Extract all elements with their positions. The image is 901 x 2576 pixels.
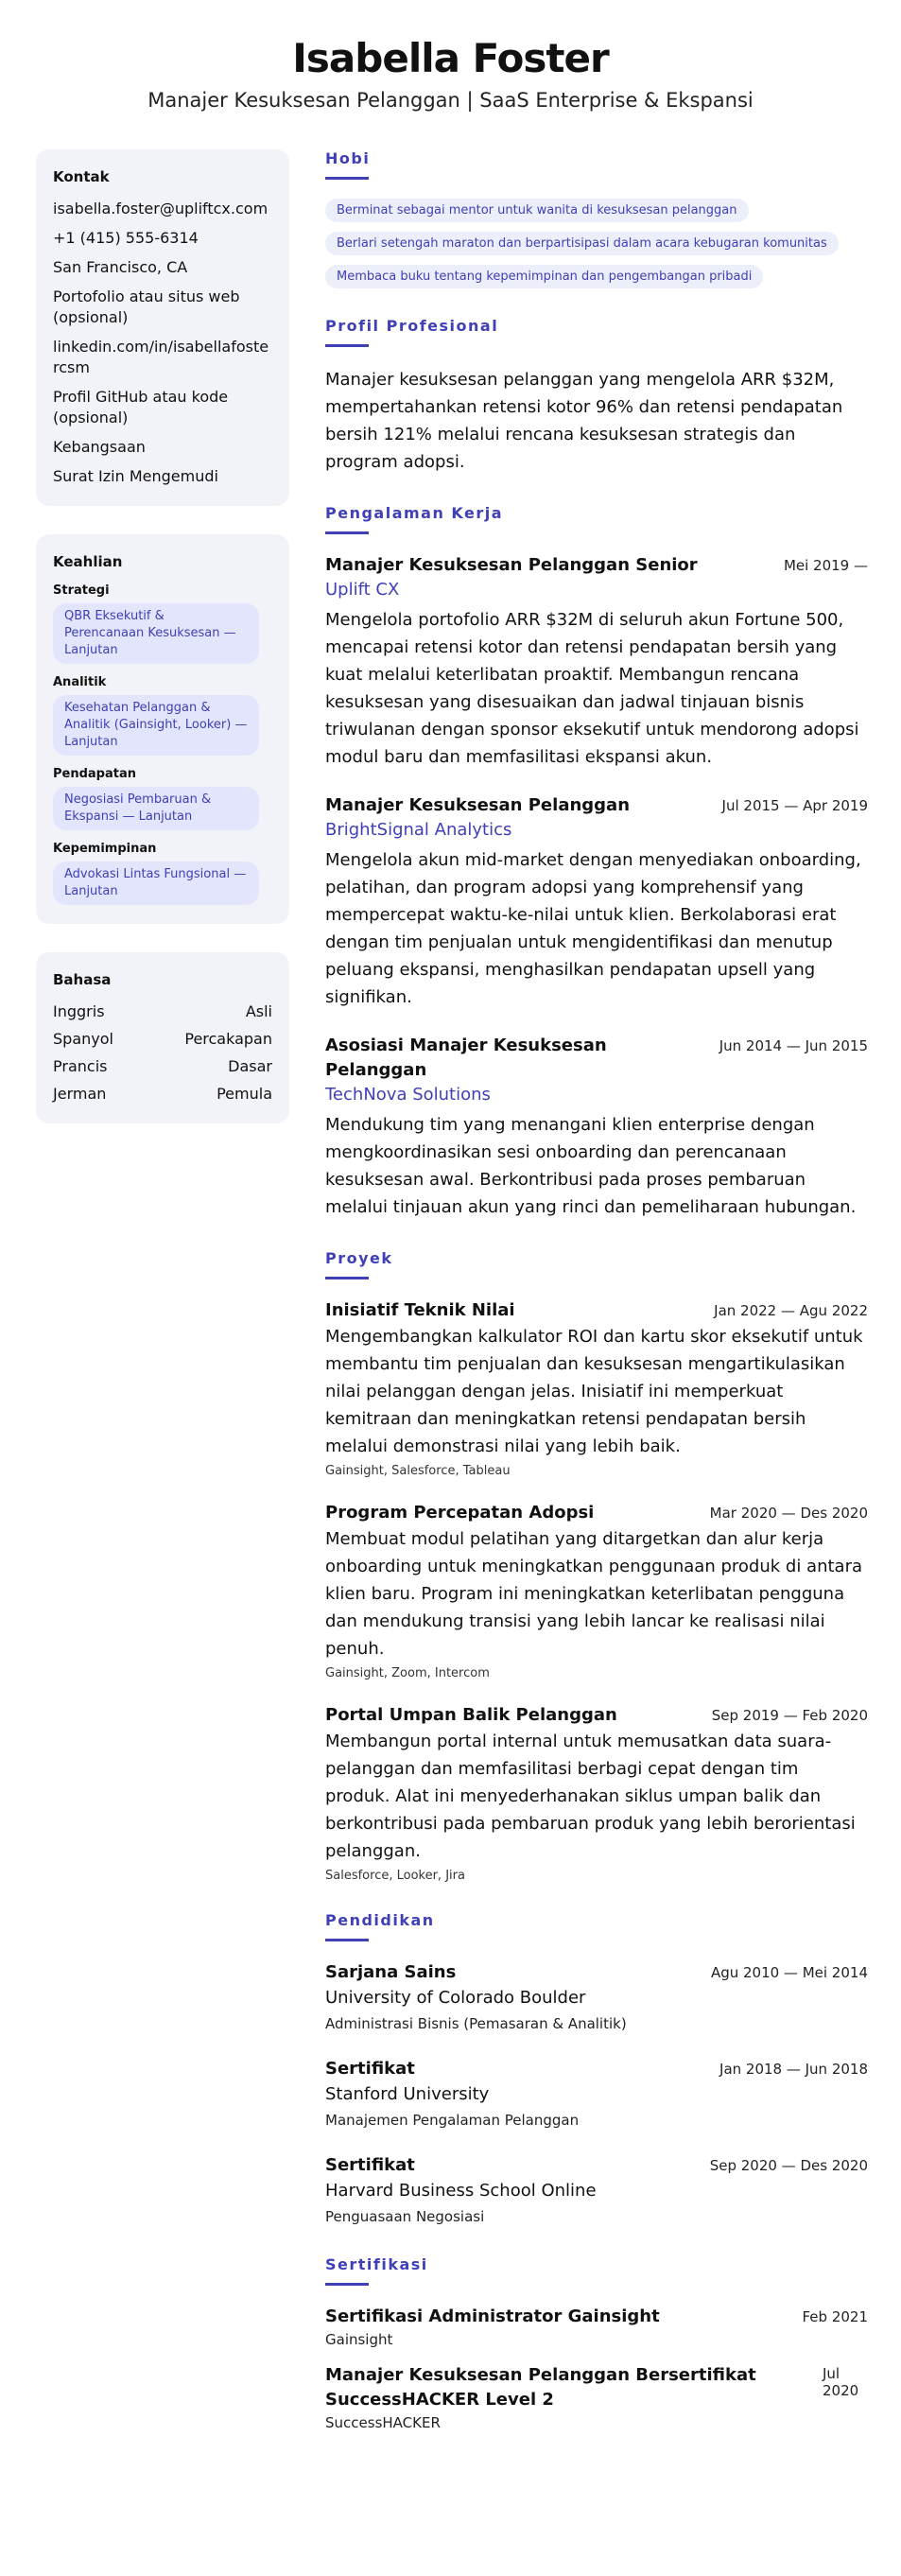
contact-email[interactable]: isabella.foster@upliftcx.com bbox=[53, 200, 269, 218]
language-level: Percakapan bbox=[184, 1030, 272, 1048]
project-tools: Gainsight, Zoom, Intercom bbox=[325, 1666, 490, 1680]
certification-name: Sertifikasi Administrator Gainsight bbox=[325, 2306, 660, 2326]
projects-section bbox=[325, 1249, 868, 1883]
skill-category: Kepemimpinan bbox=[53, 842, 157, 856]
contact-nationality: Kebangsaan bbox=[53, 438, 146, 456]
candidate-name: Isabella Foster bbox=[292, 35, 609, 81]
degree: Sarjana Sains bbox=[325, 1962, 457, 1982]
skill-pill: QBR Eksekutif & Perencanaan Kesuksesan — Lanjutan bbox=[53, 603, 259, 664]
contact-title: Kontak bbox=[53, 168, 110, 185]
project-tools: Gainsight, Salesforce, Tableau bbox=[325, 1464, 511, 1478]
contact-linkedin[interactable]: linkedin.com/in/isabellafostercsm bbox=[53, 338, 269, 376]
job-date: Mei 2019 — bbox=[783, 557, 868, 574]
project-description: Membuat modul pelatihan yang ditargetkan dan alur kerja onboarding untuk meningkatkan penggunaan produk di antara klien baru. Program ini meningkatkan keterlibatan pengguna dan mendukung transisi yang lebih lancar ke realisasi nilai penuh. bbox=[325, 1529, 862, 1659]
certification-date: Jul 2020 bbox=[823, 2365, 859, 2399]
education-date: Agu 2010 — Mei 2014 bbox=[710, 1964, 868, 1981]
contact-github[interactable]: Profil GitHub atau kode (opsional) bbox=[53, 388, 229, 426]
section-title-education: Pendidikan bbox=[325, 1911, 435, 1929]
field-of-study: Administrasi Bisnis (Pemasaran & Analitik) bbox=[325, 2015, 627, 2032]
language-row bbox=[53, 1029, 272, 1050]
education-entry bbox=[325, 2057, 868, 2131]
contact-license: Surat Izin Mengemudi bbox=[53, 467, 218, 485]
company-name: BrightSignal Analytics bbox=[325, 820, 512, 840]
project-date: Jan 2022 — Agu 2022 bbox=[714, 1302, 868, 1319]
section-title-hobbies: Hobi bbox=[325, 149, 371, 167]
education-date: Sep 2020 — Des 2020 bbox=[709, 2157, 868, 2174]
project-date: Sep 2019 — Feb 2020 bbox=[711, 1707, 868, 1724]
project-entry bbox=[325, 1703, 868, 1883]
profile-section bbox=[325, 317, 868, 476]
contact-phone[interactable]: +1 (415) 555-6314 bbox=[53, 229, 199, 247]
job-description: Mengelola akun mid-market dengan menyediakan onboarding, pelatihan, dan program adopsi yang komprehensif yang mempercepat waktu-ke-nilai untuk klien. Berkolaborasi erat dengan tim penjualan untuk mengidentifikasi dan menutup peluang ekspansi, menghasilkan pendapatan upsell yang signifikan. bbox=[325, 850, 861, 1007]
profile-summary: Manajer kesuksesan pelanggan yang mengelola ARR $32M, mempertahankan retensi kotor 96% dan retensi pendapatan bersih 121% melalui rencana kesuksesan strategis dan program adopsi. bbox=[325, 370, 843, 472]
section-divider bbox=[325, 344, 369, 347]
section-divider bbox=[325, 1277, 369, 1279]
language-row bbox=[53, 1084, 272, 1105]
project-entry bbox=[325, 1501, 868, 1680]
experience-section bbox=[325, 504, 868, 1221]
job-date: Jul 2015 — Apr 2019 bbox=[721, 797, 868, 814]
language-name: Prancis bbox=[53, 1057, 108, 1075]
education-date: Jan 2018 — Jun 2018 bbox=[719, 2061, 868, 2078]
main-content bbox=[325, 149, 868, 2462]
hobby-list bbox=[325, 199, 868, 288]
contact-location: San Francisco, CA bbox=[53, 258, 188, 276]
language-name: Inggris bbox=[53, 1002, 105, 1020]
hobbies-section bbox=[325, 149, 868, 288]
hobby-pill: Berlari setengah maraton dan berpartisipasi dalam acara kebugaran komunitas bbox=[325, 232, 839, 255]
contact-card bbox=[36, 149, 289, 506]
job-title: Manajer Kesuksesan Pelanggan bbox=[325, 795, 631, 815]
education-entry bbox=[325, 2153, 868, 2227]
candidate-headline: Manajer Kesuksesan Pelanggan | SaaS Enterprise & Ekspansi bbox=[147, 89, 754, 112]
section-divider bbox=[325, 177, 369, 180]
education-section bbox=[325, 1911, 868, 2227]
skill-pill: Advokasi Lintas Fungsional — Lanjutan bbox=[53, 862, 259, 905]
section-title-certifications: Sertifikasi bbox=[325, 2255, 428, 2273]
skill-group bbox=[53, 675, 272, 756]
skill-group bbox=[53, 583, 272, 664]
section-divider bbox=[325, 1939, 369, 1941]
experience-entry bbox=[325, 553, 868, 771]
certification-issuer: Gainsight bbox=[325, 2331, 393, 2348]
certification-issuer: SuccessHACKER bbox=[325, 2414, 441, 2431]
project-date: Mar 2020 — Des 2020 bbox=[709, 1505, 868, 1522]
skill-pill: Negosiasi Pembaruan & Ekspansi — Lanjutan bbox=[53, 787, 259, 830]
experience-entry bbox=[325, 1034, 868, 1221]
hobby-pill: Berminat sebagai mentor untuk wanita di kesuksesan pelanggan bbox=[325, 199, 749, 222]
project-name: Program Percepatan Adopsi bbox=[325, 1503, 595, 1523]
project-name: Inisiatif Teknik Nilai bbox=[325, 1300, 515, 1320]
section-divider bbox=[325, 2283, 369, 2286]
sidebar bbox=[36, 149, 289, 1152]
experience-entry bbox=[325, 793, 868, 1011]
languages-card bbox=[36, 952, 289, 1123]
field-of-study: Penguasaan Negosiasi bbox=[325, 2208, 485, 2225]
job-date: Jun 2014 — Jun 2015 bbox=[719, 1037, 868, 1054]
job-description: Mendukung tim yang menangani klien enterprise dengan mengkoordinasikan sesi onboarding dan perencanaan kesuksesan awal. Berkontribusi pada proses pembaruan melalui tinjauan akun yang rinci dan pemeliharaan hubungan. bbox=[325, 1115, 857, 1217]
project-name: Portal Umpan Balik Pelanggan bbox=[325, 1705, 617, 1725]
job-title: Asosiasi Manajer Kesuksesan Pelanggan bbox=[325, 1036, 607, 1080]
project-description: Membangun portal internal untuk memusatkan data suara-pelanggan dan memfasilitasi berbagi cepat dengan tim produk. Alat ini menyederhanakan siklus umpan balik dan berkontribusi pada pembaruan produk yang lebih berorientasi pelanggan. bbox=[325, 1732, 856, 1861]
certification-name: Manajer Kesuksesan Pelanggan Bersertifikat SuccessHACKER Level 2 bbox=[325, 2365, 756, 2410]
company-name: TechNova Solutions bbox=[325, 1085, 491, 1105]
skill-group bbox=[53, 767, 272, 830]
skills-title: Keahlian bbox=[53, 553, 123, 570]
language-row bbox=[53, 1056, 272, 1077]
school-name: Harvard Business School Online bbox=[325, 2181, 597, 2201]
section-title-profile: Profil Profesional bbox=[325, 317, 499, 335]
skill-category: Strategi bbox=[53, 583, 110, 598]
school-name: Stanford University bbox=[325, 2084, 490, 2104]
section-title-projects: Proyek bbox=[325, 1249, 393, 1267]
skill-category: Analitik bbox=[53, 675, 107, 689]
language-name: Spanyol bbox=[53, 1030, 113, 1048]
certification-entry bbox=[325, 2305, 868, 2350]
certifications-section bbox=[325, 2255, 868, 2433]
school-name: University of Colorado Boulder bbox=[325, 1988, 586, 2008]
language-name: Jerman bbox=[53, 1085, 107, 1103]
language-level: Dasar bbox=[228, 1057, 272, 1075]
skills-card bbox=[36, 534, 289, 924]
language-level: Asli bbox=[245, 1002, 272, 1020]
resume-header bbox=[0, 34, 901, 113]
skill-pill: Kesehatan Pelanggan & Analitik (Gainsight, Looker) — Lanjutan bbox=[53, 695, 259, 756]
certification-date: Feb 2021 bbox=[802, 2308, 868, 2325]
contact-portfolio[interactable]: Portofolio atau situs web (opsional) bbox=[53, 287, 240, 326]
skill-category: Pendapatan bbox=[53, 767, 136, 781]
project-entry bbox=[325, 1298, 868, 1478]
field-of-study: Manajemen Pengalaman Pelanggan bbox=[325, 2112, 580, 2129]
skill-group bbox=[53, 842, 272, 905]
job-description: Mengelola portofolio ARR $32M di seluruh akun Fortune 500, mencapai retensi kotor dan retensi pendapatan bersih yang kuat melalui keterlibatan proaktif. Membangun rencana kesuksesan yang disesuaikan dan jadwal tinjauan bisnis triwulanan dengan sponsor eksekutif untuk mendorong adopsi modul baru dan memfasilitasi ekspansi akun. bbox=[325, 610, 859, 767]
language-level: Pemula bbox=[217, 1085, 272, 1103]
languages-title: Bahasa bbox=[53, 971, 112, 988]
certification-entry bbox=[325, 2363, 868, 2433]
section-divider bbox=[325, 531, 369, 534]
project-description: Mengembangkan kalkulator ROI dan kartu skor eksekutif untuk membantu tim penjualan dan kesuksesan mengartikulasikan nilai pelanggan dengan jelas. Inisiatif ini memperkuat kemitraan dan meningkatkan retensi pendapatan bersih melalui demonstrasi nilai yang lebih baik. bbox=[325, 1327, 863, 1456]
degree: Sertifikat bbox=[325, 2059, 415, 2079]
education-entry bbox=[325, 1960, 868, 2034]
degree: Sertifikat bbox=[325, 2155, 415, 2175]
project-tools: Salesforce, Looker, Jira bbox=[325, 1869, 465, 1883]
hobby-pill: Membaca buku tentang kepemimpinan dan pengembangan pribadi bbox=[325, 265, 763, 288]
company-name: Uplift CX bbox=[325, 580, 400, 600]
job-title: Manajer Kesuksesan Pelanggan Senior bbox=[325, 555, 698, 575]
section-title-experience: Pengalaman Kerja bbox=[325, 504, 504, 522]
language-row bbox=[53, 1001, 272, 1022]
